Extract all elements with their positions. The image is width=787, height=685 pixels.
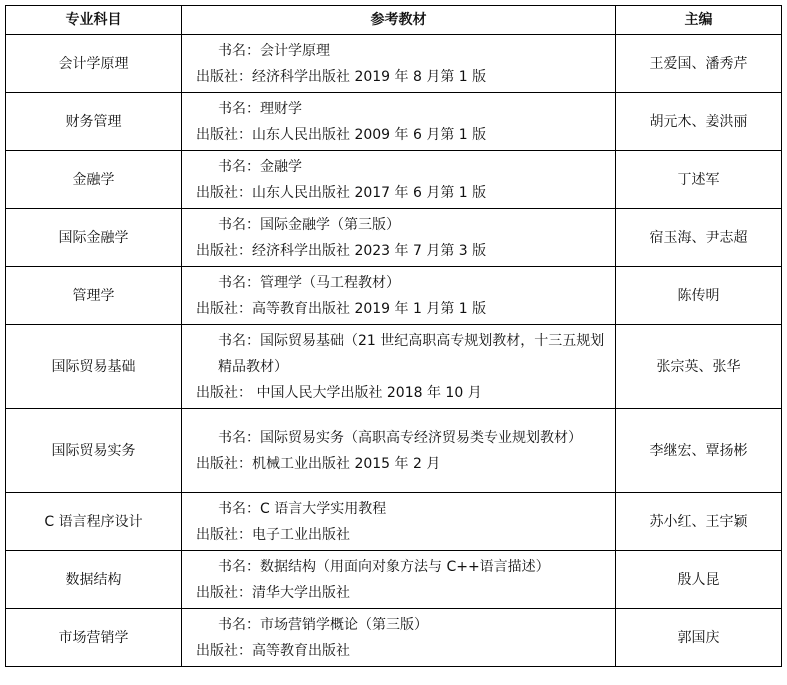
- reference-cell: [182, 267, 616, 325]
- table-row: [6, 151, 782, 209]
- subject-cell: 国际贸易实务: [6, 409, 182, 493]
- publisher-info: 出版社：高等教育出版社: [196, 642, 350, 659]
- table-row: [6, 35, 782, 93]
- author-cell: 胡元木、姜洪丽: [616, 93, 782, 151]
- publisher-info: 出版社：经济科学出版社 2019 年 8 月第 1 版: [196, 68, 487, 85]
- subject-cell: 国际金融学: [6, 209, 182, 267]
- table-row: [6, 551, 782, 609]
- book-title: 书名：数据结构（用面向对象方法与 C++语言描述）: [218, 558, 550, 575]
- publisher-info: 出版社： 中国人民大学出版社 2018 年 10 月: [196, 384, 482, 401]
- publisher-info: 出版社：机械工业出版社 2015 年 2 月: [196, 455, 441, 472]
- table-row: [6, 267, 782, 325]
- author-cell: 张宗英、张华: [616, 325, 782, 409]
- book-title: 书名：会计学原理: [218, 42, 330, 59]
- subject-cell: 财务管理: [6, 93, 182, 151]
- author-cell: 苏小红、王宇颖: [616, 493, 782, 551]
- author-cell: 陈传明: [616, 267, 782, 325]
- subject-cell: C 语言程序设计: [6, 493, 182, 551]
- publisher-info: 出版社：高等教育出版社 2019 年 1 月第 1 版: [196, 300, 487, 317]
- author-cell: 郭国庆: [616, 609, 782, 667]
- subject-cell: 金融学: [6, 151, 182, 209]
- publisher-info: 出版社：电子工业出版社: [196, 526, 350, 543]
- book-title: 书名：理财学: [218, 100, 302, 117]
- subject-cell: 管理学: [6, 267, 182, 325]
- reference-cell: [182, 409, 616, 493]
- book-title: 书名：国际贸易基础（21 世纪高职高专规划教材，十三五规划精品教材）: [218, 332, 605, 375]
- header-reference: 参考教材: [182, 6, 616, 35]
- subject-cell: 会计学原理: [6, 35, 182, 93]
- book-title: 书名：国际金融学（第三版）: [218, 216, 400, 233]
- author-cell: 殷人昆: [616, 551, 782, 609]
- table-row: [6, 325, 782, 409]
- book-title: 书名：国际贸易实务（高职高专经济贸易类专业规划教材）: [218, 429, 582, 446]
- publisher-info: 出版社：山东人民出版社 2009 年 6 月第 1 版: [196, 126, 487, 143]
- table-row: [6, 493, 782, 551]
- reference-cell: [182, 151, 616, 209]
- table-row: [6, 209, 782, 267]
- reference-cell: [182, 93, 616, 151]
- publisher-info: 出版社：清华大学出版社: [196, 584, 350, 601]
- subject-cell: 市场营销学: [6, 609, 182, 667]
- author-cell: 李继宏、覃扬彬: [616, 409, 782, 493]
- table-row: [6, 409, 782, 493]
- publisher-info: 出版社：经济科学出版社 2023 年 7 月第 3 版: [196, 242, 487, 259]
- subject-cell: 数据结构: [6, 551, 182, 609]
- author-cell: 宿玉海、尹志超: [616, 209, 782, 267]
- table-header-row: [6, 6, 782, 35]
- author-cell: 丁述军: [616, 151, 782, 209]
- author-cell: 王爱国、潘秀芹: [616, 35, 782, 93]
- book-title: 书名：金融学: [218, 158, 302, 175]
- reference-cell: [182, 325, 616, 409]
- table-row: [6, 609, 782, 667]
- reference-cell: [182, 209, 616, 267]
- book-title: 书名：C 语言大学实用教程: [218, 500, 387, 517]
- book-title: 书名：管理学（马工程教材）: [218, 274, 400, 291]
- table-row: [6, 93, 782, 151]
- reference-books-table: [5, 5, 782, 667]
- reference-cell: [182, 551, 616, 609]
- publisher-info: 出版社：山东人民出版社 2017 年 6 月第 1 版: [196, 184, 487, 201]
- subject-cell: 国际贸易基础: [6, 325, 182, 409]
- reference-cell: [182, 35, 616, 93]
- reference-cell: [182, 609, 616, 667]
- book-title: 书名：市场营销学概论（第三版）: [218, 616, 428, 633]
- header-author: 主编: [616, 6, 782, 35]
- header-subject: 专业科目: [6, 6, 182, 35]
- reference-cell: [182, 493, 616, 551]
